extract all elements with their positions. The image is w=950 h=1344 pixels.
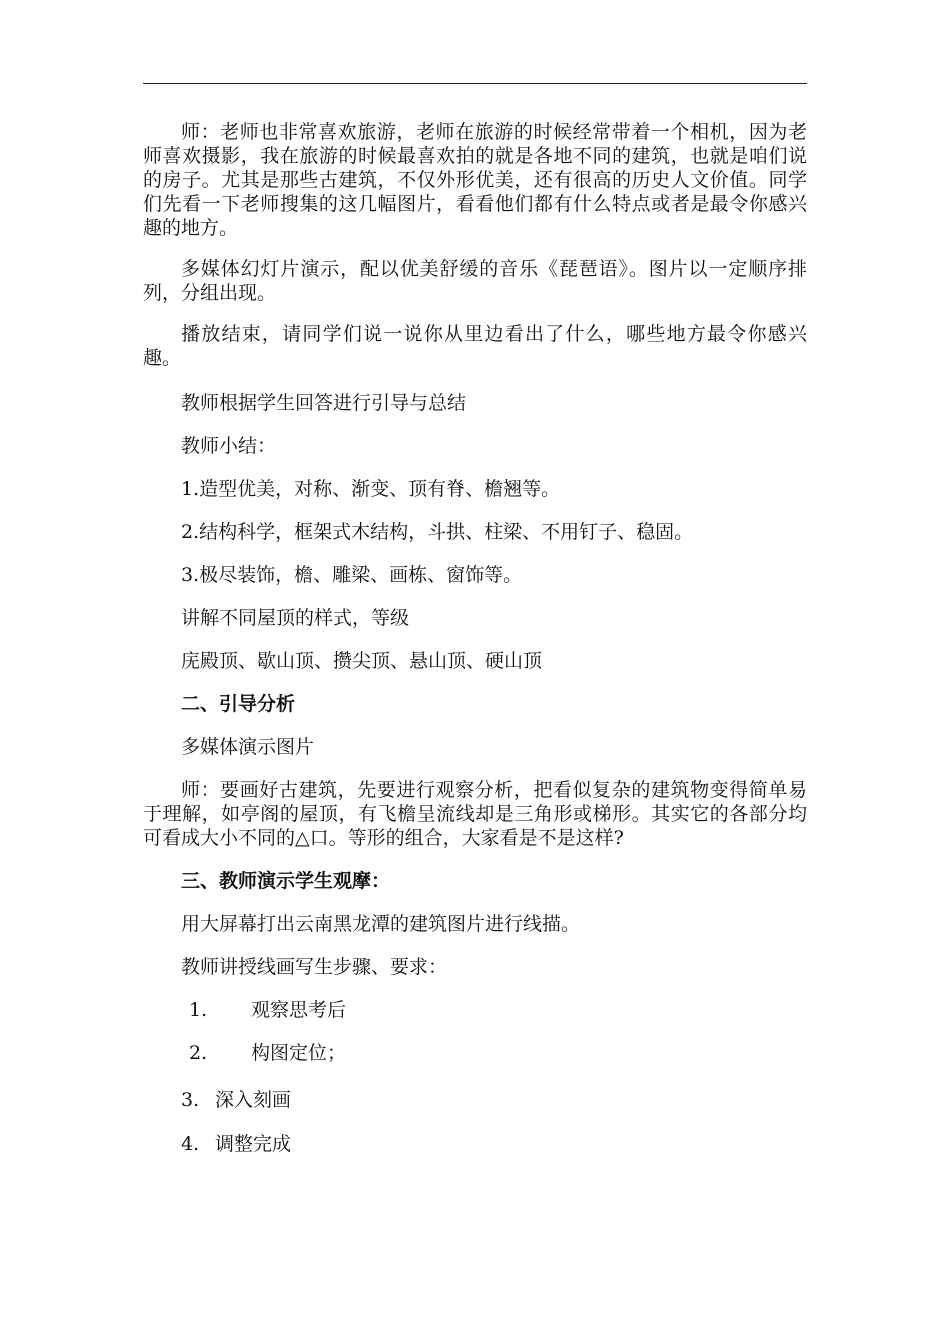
header-rule (143, 83, 807, 84)
paragraph-big-screen: 用大屏幕打出云南黑龙潭的建筑图片进行线描。 (181, 913, 581, 935)
paragraph-steps-intro: 教师讲授线画写生步骤、要求： (181, 956, 448, 978)
section-heading-2: 二、引导分析 (181, 693, 296, 715)
paragraph-roof-styles: 讲解不同屋顶的样式，等级 (181, 607, 410, 629)
paragraph-teacher-summary: 教师小结： (181, 435, 277, 457)
paragraph-guide-summary: 教师根据学生回答进行引导与总结 (181, 392, 467, 414)
paragraph-roof-types: 庑殿顶、歇山顶、攒尖顶、悬山顶、硬山顶 (181, 650, 543, 672)
paragraph-slideshow: 多媒体幻灯片演示，配以优美舒缓的音乐《琵琶语》。图片以一定顺序排列，分组出现。 (143, 258, 807, 304)
step-number: 4. (181, 1133, 200, 1155)
step-number: 1. (189, 999, 208, 1021)
paragraph-observation: 师：要画好古建筑，先要进行观察分析，把看似复杂的建筑物变得简单易于理解，如亭阁的屋顶，有飞檐呈流线却是三角形或梯形。其实它的各部分均可看成大小不同的△口。等形的组合，大家看是不是这样? (143, 779, 807, 849)
summary-point-1: 1.造型优美，对称、渐变、顶有脊、檐翘等。 (181, 478, 561, 500)
paragraph-teacher-intro: 师：老师也非常喜欢旅游，老师在旅游的时候经常带着一个相机，因为老师喜欢摄影，我在旅游的时候最喜欢拍的就是各地不同的建筑，也就是咱们说的房子。尤其是那些古建筑，不仅外形优美，还有很高的历史人文价值。同学们先看一下老师搜集的这几幅图片，看看他们都有什么特点或者是最令你感兴趣的地方。 (143, 121, 807, 239)
step-text: 调整完成 (215, 1133, 292, 1155)
document-body (143, 120, 807, 1156)
summary-point-2: 2.结构科学，框架式木结构，斗拱、柱梁、不用钉子、稳固。 (181, 521, 694, 543)
step-number: 3. (181, 1089, 200, 1111)
step-item (143, 1041, 807, 1065)
paragraph-playback-end: 播放结束，请同学们说一说你从里边看出了什么，哪些地方最令你感兴趣。 (143, 323, 807, 369)
step-text: 构图定位； (251, 1042, 347, 1064)
step-item (143, 1132, 807, 1156)
step-text: 深入刻画 (215, 1089, 292, 1111)
step-text: 观察思考后 (251, 999, 347, 1021)
step-item (143, 998, 807, 1022)
step-number: 2. (189, 1042, 208, 1064)
summary-point-3: 3.极尽装饰，檐、雕梁、画栋、窗饰等。 (181, 564, 523, 586)
step-item (143, 1088, 807, 1112)
section-heading-3: 三、教师演示学生观摩： (181, 870, 391, 892)
paragraph-multimedia: 多媒体演示图片 (181, 736, 315, 758)
